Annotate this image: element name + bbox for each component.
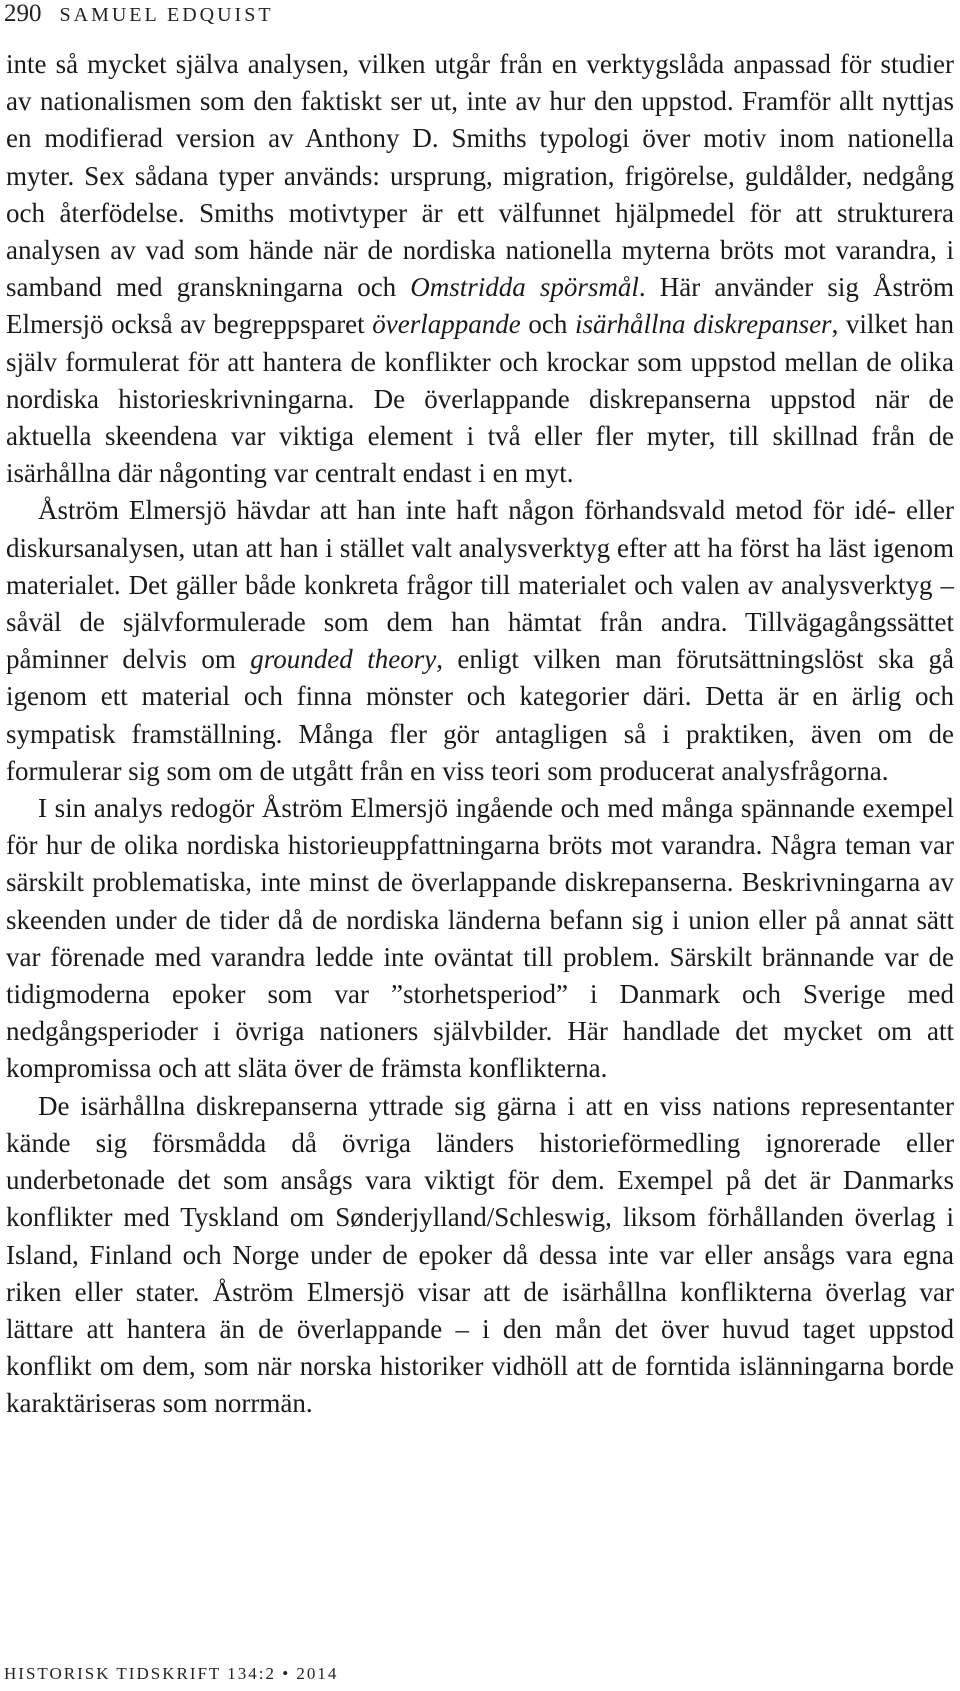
italic-term: överlappande xyxy=(372,309,521,340)
paragraph-2 xyxy=(6,492,954,790)
italic-term: grounded theory xyxy=(250,644,437,675)
italic-term: Omstridda spörsmål xyxy=(410,272,639,303)
paragraph-1 xyxy=(6,46,954,492)
paragraph-3 xyxy=(6,790,954,1088)
text-run: , enligt vilken man förutsättningslöst ska gå igenom ett material och finna mönster och kategorier däri. Detta är en ärlig och sympatisk framställning. Många fler gör antagligen så i praktiken, även om de formulerar sig som om de utgått från en viss teori som producerat analysfrågorna. xyxy=(6,644,954,786)
body-text xyxy=(6,46,954,1423)
text-run: inte så mycket själva analysen, vilken utgår från en verktygslåda anpassad för studier av nationalismen som den faktiskt ser ut, inte av hur den uppstod. Framför allt nyttjas en modifierad version av Anthony D. Smiths typologi över motiv inom nationella myter. Sex sådana typer används: ursprung, migration, frigörelse, guldålder, nedgång och återfödelse. Smiths motivtyper är ett välfunnet hjälpmedel för att strukturera analysen av vad som hände när de nordiska nationella myterna bröts mot varandra, i samband med granskningarna och xyxy=(6,49,954,303)
page-number: 290 xyxy=(4,0,42,27)
text-run: Åström Elmersjö hävdar att han inte haft någon förhandsvald metod för idé- eller diskursanalysen, utan att han i stället valt analysverktyg efter att ha först ha läst igenom materialet. Det gäller både konkreta frågor till materialet och valen av analysverktyg – såväl de självformulerade som dem han hämtat från andra. Tillvägagångssättet påminner delvis om xyxy=(6,495,954,675)
running-head: SAMUEL EDQUIST xyxy=(59,4,274,26)
italic-term: isärhållna diskrepanser xyxy=(574,309,832,340)
paragraph-4 xyxy=(6,1088,954,1423)
text-run: och xyxy=(520,309,575,340)
text-run: . Här använder sig Åström Elmersjö också av begreppsparet xyxy=(6,272,954,340)
page-header xyxy=(4,0,956,30)
text-run: De isärhållna diskrepanserna yttrade sig gärna i att en viss nations representanter kände sig försmådda då övriga länders historieförmedling ignorerade eller underbetonade det som ansågs vara viktigt för dem. Exempel på det är Danmarks konflikter med Tyskland om Sønderjylland/Schleswig, liksom förhållanden överlag i Island, Finland och Norge under de epoker då dessa inte var eller ansågs vara egna riken eller stater. Åström Elmersjö visar att de isärhållna konflikterna överlag var lättare att hantera än de överlappande – i den mån det över huvud taget uppstod konflikt om dem, som när norska historiker vidhöll att de forntida islänningarna borde karaktäriseras som norrmän. xyxy=(6,1090,954,1419)
journal-footer: HISTORISK TIDSKRIFT 134:2 • 2014 xyxy=(4,1664,339,1683)
text-run: , vilket han själv formulerat för att hantera de konflikter och krockar som uppstod mellan de olika nordiska historieskrivningarna. De överlappande diskrepanserna uppstod när de aktuella skeendena var viktiga element i två eller fler myter, till skillnad från de isärhållna där någonting var centralt endast i en myt. xyxy=(6,309,955,489)
text-run: I sin analys redogör Åström Elmersjö ingående och med många spännande exempel för hur de olika nordiska historieuppfattningarna bröts mot varandra. Några teman var särskilt problematiska, inte minst de överlappande diskrepanserna. Beskrivningarna av skeenden under de tider då de nordiska länderna befann sig i union eller på annat sätt var förenade med varandra ledde inte oväntat till problem. Särskilt brännande var de tidigmoderna epoker som var ”storhetsperiod” i Danmark och Sverige med nedgångsperioder i övriga nationers självbilder. Här handlade det mycket om att kompromissa och att släta över de främsta konflikterna. xyxy=(6,793,954,1084)
